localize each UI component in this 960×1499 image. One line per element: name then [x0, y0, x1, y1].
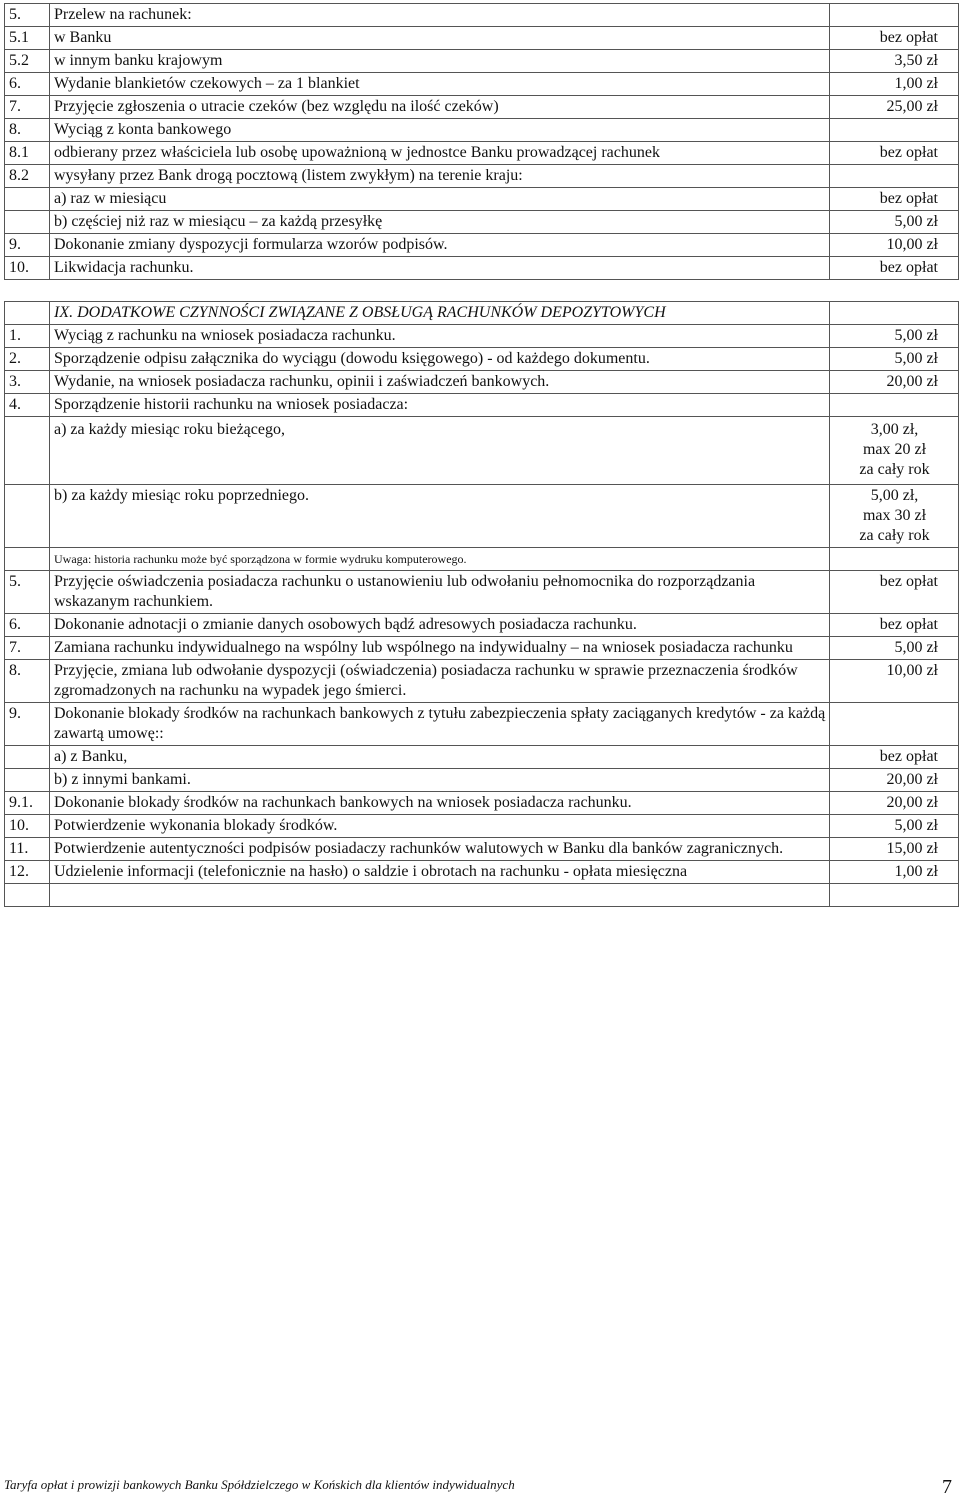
table-row: [5, 703, 959, 746]
row-description: Potwierdzenie wykonania blokady środków.: [50, 815, 830, 838]
row-number: 6.: [5, 614, 50, 637]
fee-cell: bez opłat: [830, 614, 959, 637]
fee-cell: 20,00 zł: [830, 769, 959, 792]
row-number: 5.: [5, 571, 50, 614]
row-number: 7.: [5, 96, 50, 119]
table-row: [5, 485, 959, 548]
fee-cell: 20,00 zł: [830, 792, 959, 815]
row-description: a) za każdy miesiąc roku bieżącego,: [50, 417, 830, 485]
row-description: Przyjęcie, zmiana lub odwołanie dyspozycji (oświadczenia) posiadacza rachunku w sprawie przeznaczenia środków zgromadzonych na rachunku na wypadek jego śmierci.: [50, 660, 830, 703]
table-row: [5, 637, 959, 660]
fee-cell: [830, 394, 959, 417]
table-row: [5, 188, 959, 211]
table-row: [5, 119, 959, 142]
table-row: [5, 257, 959, 280]
row-description: a) z Banku,: [50, 746, 830, 769]
row-number: 8.2: [5, 165, 50, 188]
fee-cell: 10,00 zł: [830, 234, 959, 257]
table-row: [5, 746, 959, 769]
table-row: [5, 861, 959, 884]
table-row-empty: [5, 884, 959, 907]
fee-cell: bez opłat: [830, 746, 959, 769]
row-number: [5, 302, 50, 325]
fee-cell: bez opłat: [830, 27, 959, 50]
row-number: 9.: [5, 234, 50, 257]
row-description: Wydanie blankietów czekowych – za 1 blankiet: [50, 73, 830, 96]
row-number: [5, 548, 50, 571]
row-number: [5, 884, 50, 907]
row-number: [5, 746, 50, 769]
row-number: 5.1: [5, 27, 50, 50]
row-number: 11.: [5, 838, 50, 861]
page-footer: [4, 1474, 956, 1498]
row-number: 10.: [5, 815, 50, 838]
fee-cell: [830, 485, 959, 548]
table-row: [5, 348, 959, 371]
row-description: Potwierdzenie autentyczności podpisów posiadaczy rachunków walutowych w Banku dla banków zagranicznych.: [50, 838, 830, 861]
row-number: [5, 769, 50, 792]
fee-cell: [830, 4, 959, 27]
row-number: 7.: [5, 637, 50, 660]
table-row: [5, 792, 959, 815]
row-number: 5.: [5, 4, 50, 27]
table-row: [5, 211, 959, 234]
row-description: w innym banku krajowym: [50, 50, 830, 73]
table-row: [5, 571, 959, 614]
fee-cell: 15,00 zł: [830, 838, 959, 861]
fee-cell: bez opłat: [830, 571, 959, 614]
fee-cell: 10,00 zł: [830, 660, 959, 703]
row-description: b) za każdy miesiąc roku poprzedniego.: [50, 485, 830, 548]
footer-text: Taryfa opłat i prowizji bankowych Banku Spółdzielczego w Końskich dla klientów indywidualnych: [4, 1477, 515, 1492]
table-row: [5, 142, 959, 165]
fee-line: max 20 zł: [862, 441, 927, 458]
fee-cell: [830, 703, 959, 746]
table-row: [5, 27, 959, 50]
fee-cell: 20,00 zł: [830, 371, 959, 394]
table-row: [5, 417, 959, 485]
row-number: 10.: [5, 257, 50, 280]
fee-cell: 5,00 zł: [830, 815, 959, 838]
row-description: Likwidacja rachunku.: [50, 257, 830, 280]
row-description: b) częściej niż raz w miesiącu – za każdą przesyłkę: [50, 211, 830, 234]
row-description: Dokonanie adnotacji o zmianie danych osobowych bądź adresowych posiadacza rachunku.: [50, 614, 830, 637]
row-number: [5, 417, 50, 485]
table-row: [5, 614, 959, 637]
fee-cell: bez opłat: [830, 142, 959, 165]
table-row: [5, 394, 959, 417]
row-description: b) z innymi bankami.: [50, 769, 830, 792]
fee-table-section-ix: [4, 301, 959, 907]
table-row: [5, 302, 959, 325]
row-description: Udzielenie informacji (telefonicznie na hasło) o saldzie i obrotach na rachunku - opłata miesięczna: [50, 861, 830, 884]
row-number: 1.: [5, 325, 50, 348]
row-description: Sporządzenie odpisu załącznika do wyciągu (dowodu księgowego) - od każdego dokumentu.: [50, 348, 830, 371]
fee-cell: 5,00 zł: [830, 211, 959, 234]
fee-cell: 5,00 zł: [830, 637, 959, 660]
fee-cell: [830, 119, 959, 142]
row-number: 8.: [5, 119, 50, 142]
row-number: [5, 211, 50, 234]
fee-cell: bez opłat: [830, 188, 959, 211]
row-number: [5, 485, 50, 548]
row-number: [5, 188, 50, 211]
row-number: 2.: [5, 348, 50, 371]
section-title: IX. DODATKOWE CZYNNOŚCI ZWIĄZANE Z OBSŁUGĄ RACHUNKÓW DEPOZYTOWYCH: [50, 302, 830, 325]
table-row: [5, 838, 959, 861]
table-row: [5, 4, 959, 27]
row-description: Sporządzenie historii rachunku na wniosek posiadacza:: [50, 394, 830, 417]
table-row: [5, 548, 959, 571]
row-number: 12.: [5, 861, 50, 884]
row-description: Przyjęcie oświadczenia posiadacza rachunku o ustanowieniu lub odwołaniu pełnomocnika do rozporządzania wskazanym rachunkiem.: [50, 571, 830, 614]
fee-cell: 5,00 zł: [830, 325, 959, 348]
page-number: 7: [942, 1476, 952, 1498]
row-description: wysyłany przez Bank drogą pocztową (listem zwykłym) na terenie kraju:: [50, 165, 830, 188]
fee-line: 3,00 zł,: [870, 421, 919, 438]
fee-cell: 3,50 zł: [830, 50, 959, 73]
row-description: a) raz w miesiącu: [50, 188, 830, 211]
row-description: Dokonanie blokady środków na rachunkach bankowych na wniosek posiadacza rachunku.: [50, 792, 830, 815]
row-number: 8.1: [5, 142, 50, 165]
fee-line: za cały rok: [859, 461, 930, 478]
row-number: 6.: [5, 73, 50, 96]
note-text: Uwaga: historia rachunku może być sporządzona w formie wydruku komputerowego.: [50, 548, 830, 571]
row-description: Zamiana rachunku indywidualnego na wspólny lub wspólnego na indywidualny – na wniosek posiadacza rachunku: [50, 637, 830, 660]
row-description: odbierany przez właściciela lub osobę upoważnioną w jednostce Banku prowadzącej rachunek: [50, 142, 830, 165]
fee-cell: [830, 884, 959, 907]
row-number: 8.: [5, 660, 50, 703]
fee-cell: [830, 548, 959, 571]
table-row: [5, 660, 959, 703]
row-number: 9.1.: [5, 792, 50, 815]
fee-cell: 25,00 zł: [830, 96, 959, 119]
row-number: 3.: [5, 371, 50, 394]
table-row: [5, 769, 959, 792]
row-description: Dokonanie zmiany dyspozycji formularza wzorów podpisów.: [50, 234, 830, 257]
row-description: [50, 884, 830, 907]
row-description: Wyciąg z rachunku na wniosek posiadacza rachunku.: [50, 325, 830, 348]
table-row: [5, 73, 959, 96]
table-row: [5, 96, 959, 119]
fee-line: max 30 zł: [862, 507, 927, 524]
row-number: 4.: [5, 394, 50, 417]
table-row: [5, 50, 959, 73]
row-description: Wydanie, na wniosek posiadacza rachunku, opinii i zaświadczeń bankowych.: [50, 371, 830, 394]
fee-line: za cały rok: [859, 527, 930, 544]
table-row: [5, 371, 959, 394]
fee-cell: [830, 165, 959, 188]
row-description: Przyjęcie zgłoszenia o utracie czeków (bez względu na ilość czeków): [50, 96, 830, 119]
table-row: [5, 165, 959, 188]
fee-table-continued: [4, 3, 959, 280]
row-description: Dokonanie blokady środków na rachunkach bankowych z tytułu zabezpieczenia spłaty zaciąganych kredytów - za każdą zawartą umowę::: [50, 703, 830, 746]
fee-cell: 5,00 zł: [830, 348, 959, 371]
fee-cell: bez opłat: [830, 257, 959, 280]
fee-cell: 1,00 zł: [830, 861, 959, 884]
table-row: [5, 815, 959, 838]
fee-cell: [830, 417, 959, 485]
row-number: 5.2: [5, 50, 50, 73]
table-row: [5, 234, 959, 257]
row-number: 9.: [5, 703, 50, 746]
row-description: w Banku: [50, 27, 830, 50]
fee-cell: 1,00 zł: [830, 73, 959, 96]
row-description: Przelew na rachunek:: [50, 4, 830, 27]
table-row: [5, 325, 959, 348]
fee-cell: [830, 302, 959, 325]
fee-line: 5,00 zł,: [870, 487, 919, 504]
row-description: Wyciąg z konta bankowego: [50, 119, 830, 142]
